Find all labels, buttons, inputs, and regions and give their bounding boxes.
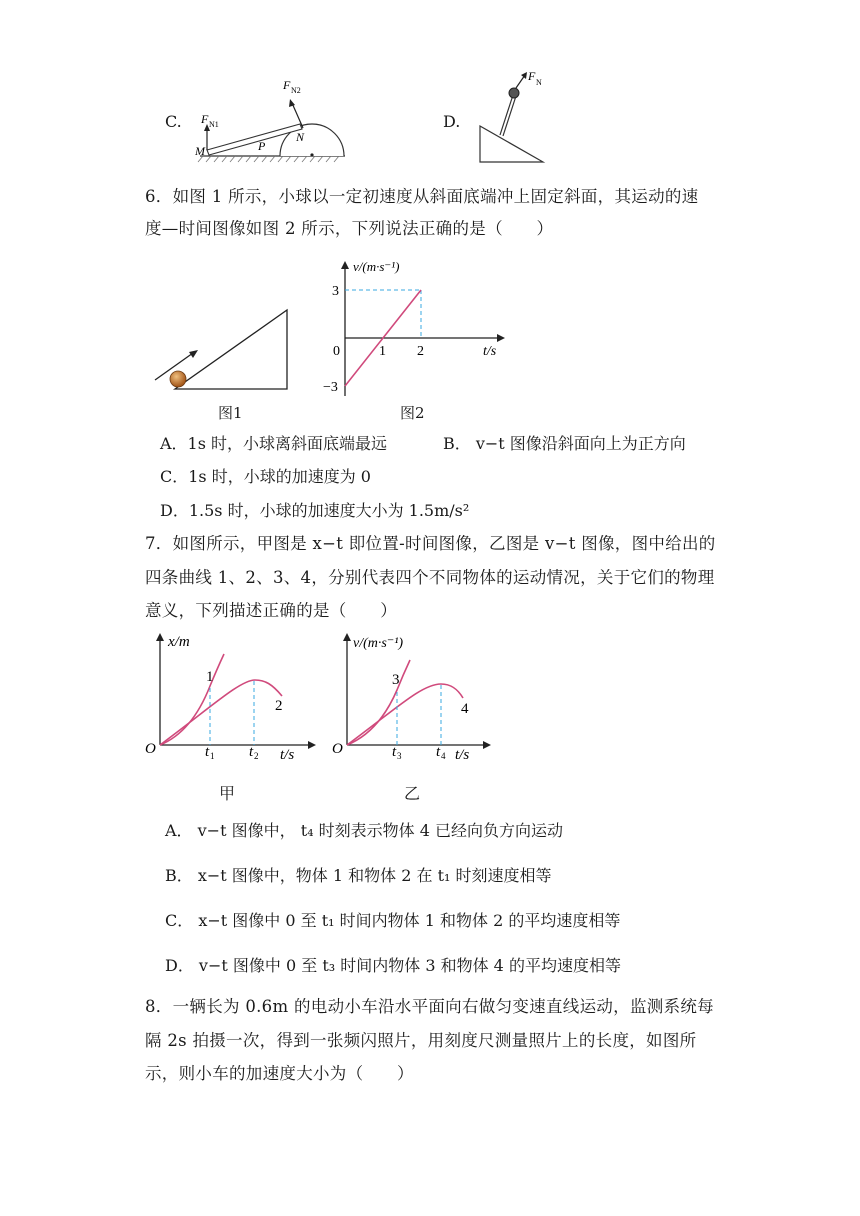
yi-curve3-label: 3 [392, 672, 400, 688]
ball-icon [170, 371, 186, 387]
q8-stem-line2: 隔 2s 拍摄一次，得到一张频闪照片，用刻度尺测量照片上的长度，如图所 [145, 1031, 697, 1050]
q8-stem-line3: 示，则小车的加速度大小为（ ） [145, 1064, 414, 1083]
q7-jia-caption: 甲 [219, 784, 236, 803]
x-axis-arrow [497, 334, 505, 342]
jia-xlabel: t/s [280, 747, 295, 763]
x-tick-label: 1 [379, 344, 386, 359]
q5-option-c-label: C. [165, 112, 182, 131]
y-axis-arrow [341, 261, 349, 269]
y-tick-label: 3 [332, 284, 339, 299]
yi-t3-sub: 3 [397, 751, 402, 761]
fn2-label: F [283, 78, 291, 92]
q7-option-c[interactable]: C． x−t 图像中 0 至 t₁ 时间内物体 1 和物体 2 的平均速度相等 [165, 911, 621, 930]
q7-jia-chart [140, 628, 320, 773]
q6-stem-line1: 6．如图 1 所示，小球以一定初速度从斜面底端冲上固定斜面，其运动的速 [145, 187, 699, 206]
q5-option-d-label: D. [443, 112, 461, 131]
q6-option-b[interactable]: B． v−t 图像沿斜面向上为正方向 [443, 434, 686, 453]
label-p: P [258, 139, 266, 153]
fn2-sub: N2 [291, 86, 301, 95]
q7-stem-line2: 四条曲线 1、2、3、4，分别代表四个不同物体的运动情况，关于它们的物理 [145, 568, 715, 587]
jia-t1-sub: 1 [210, 751, 215, 761]
yi-xlabel: t/s [455, 747, 470, 763]
q6-option-c[interactable]: C．1s 时，小球的加速度为 0 [160, 467, 371, 486]
q6-stem-line2: 度—时间图像如图 2 所示，下列说法正确的是（ ） [145, 219, 554, 238]
q7-option-b[interactable]: B． x−t 图像中，物体 1 和物体 2 在 t₁ 时刻速度相等 [165, 866, 552, 885]
fn1-label: F [201, 112, 209, 126]
q7-yi-caption: 乙 [404, 784, 421, 803]
label-m: M [195, 144, 205, 158]
x-axis-label: t/s [483, 344, 497, 359]
q8-stem-line1: 8．一辆长为 0.6m 的电动小车沿水平面向右做匀变速直线运动，监测系统每 [145, 997, 714, 1016]
jia-origin: O [145, 741, 156, 757]
q7-stem-line1: 7．如图所示，甲图是 x−t 即位置-时间图像，乙图是 v−t 图像，图中给出的 [145, 534, 716, 553]
jia-ylabel: x/m [168, 634, 190, 650]
q6-option-d[interactable]: D．1.5s 时，小球的加速度大小为 1.5m/s² [160, 501, 470, 520]
label-n: N [296, 130, 305, 144]
yi-origin: O [332, 741, 343, 757]
q7-yi-chart [327, 628, 497, 773]
y-axis-label: v/(m·s⁻¹) [353, 259, 400, 274]
jia-curve2-label: 2 [275, 698, 283, 714]
x-tick-label: 0 [333, 344, 340, 359]
yi-t3: t [392, 744, 397, 760]
q5-option-c-figure [195, 70, 355, 165]
yi-t4-sub: 4 [441, 751, 446, 761]
y-tick-label: −3 [323, 380, 338, 395]
q6-fig2-caption: 图2 [400, 404, 425, 422]
q6-option-a[interactable]: A．1s 时，小球离斜面底端最远 [160, 434, 388, 453]
yi-curve4-label: 4 [461, 701, 469, 717]
q6-fig2-chart [320, 253, 510, 403]
jia-curve1-label: 1 [206, 669, 214, 685]
fn1-sub: N1 [209, 120, 219, 129]
yi-t4: t [436, 744, 441, 760]
jia-t1: t [205, 744, 210, 760]
x-tick-label: 2 [417, 344, 424, 359]
jia-t2-sub: 2 [254, 751, 259, 761]
q7-option-a[interactable]: A． v−t 图像中， t₄ 时刻表示物体 4 已经向负方向运动 [165, 821, 563, 840]
q6-fig1-incline [145, 300, 305, 400]
jia-t2: t [249, 744, 254, 760]
q7-stem-line3: 意义，下列描述正确的是（ ） [145, 601, 397, 620]
fn-label: F [528, 69, 536, 83]
q7-option-d[interactable]: D． v−t 图像中 0 至 t₃ 时间内物体 3 和物体 4 的平均速度相等 [165, 956, 621, 975]
q6-fig1-caption: 图1 [218, 404, 243, 422]
fn-sub: N [536, 78, 542, 87]
q5-option-d-figure [470, 62, 560, 167]
yi-ylabel: v/(m·s⁻¹) [353, 636, 404, 651]
